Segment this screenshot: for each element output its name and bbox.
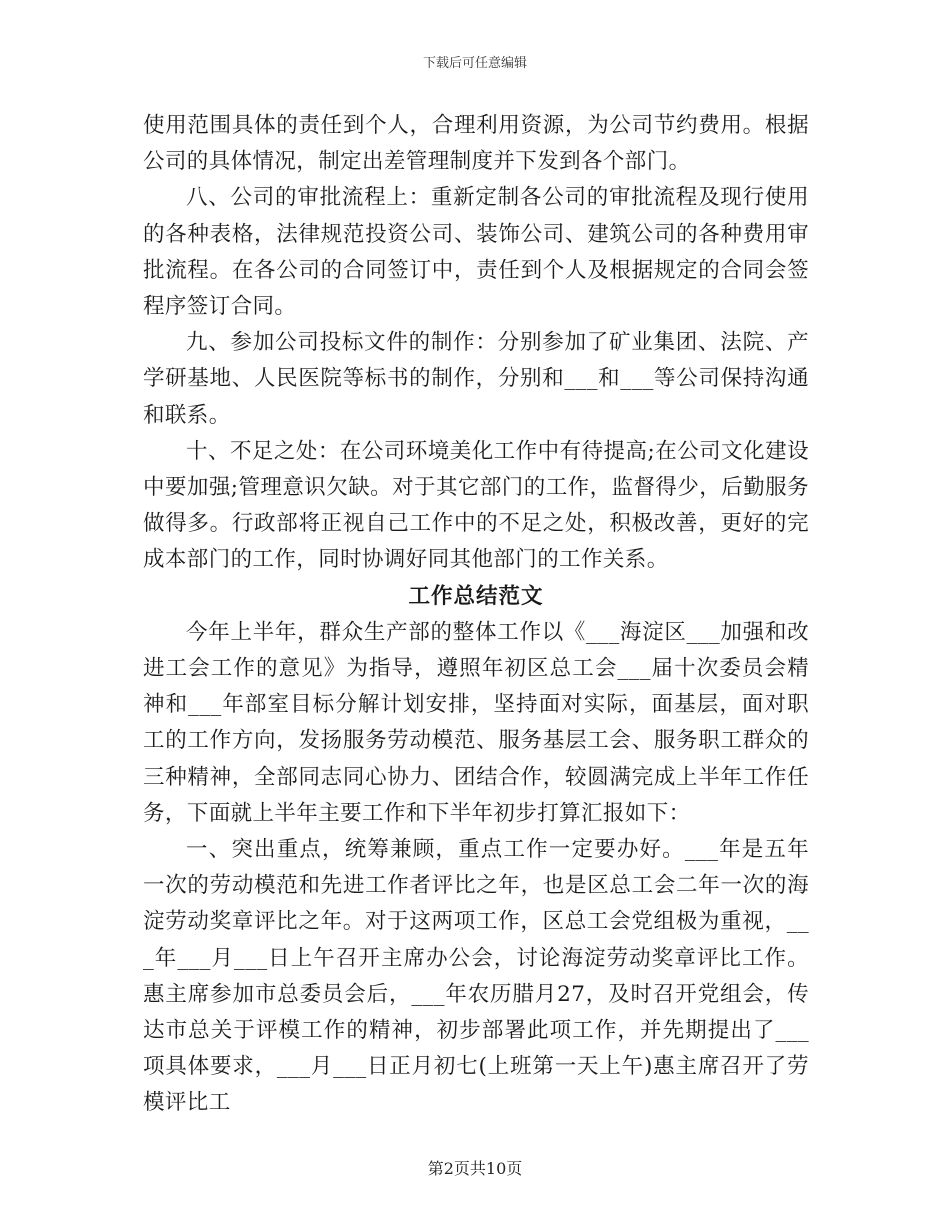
paragraph-item-9: 九、参加公司投标文件的制作：分别参加了矿业集团、法院、产学研基地、人民医院等标书的制作，分别和___和___等公司保持沟通和联系。: [143, 330, 809, 428]
paragraph-item-8: 八、公司的审批流程上：重新定制各公司的审批流程及现行使用的各种表格，法律规范投资公司、装饰公司、建筑公司的各种费用审批流程。在各公司的合同签订中，责任到个人及根据规定的合同会签程序签订合同。: [143, 185, 809, 320]
paragraph-continuation: 使用范围具体的责任到个人，合理利用资源，为公司节约费用。根据公司的具体情况，制定出差管理制度并下发到各个部门。: [143, 113, 809, 175]
page-footer: 第2页共10页: [427, 1159, 523, 1178]
paragraph-item-10: 十、不足之处：在公司环境美化工作中有待提高;在公司文化建设中要加强;管理意识欠缺。对于其它部门的工作，监督得少，后勤服务做得多。行政部将正视自己工作中的不足之处，积极改善，更好的完成本部门的工作，同时协调好同其他部门的工作关系。: [143, 438, 809, 573]
page-header-note: 下载后可任意编辑: [422, 56, 527, 71]
document-body: [143, 108, 809, 1122]
section-title: 工作总结范文: [408, 583, 544, 609]
paragraph-point-1: 一、突出重点，统筹兼顾，重点工作一定要办好。___年是五年一次的劳动模范和先进工作者评比之年，也是区总工会二年一次的海淀劳动奖章评比之年。对于这两项工作，区总工会党组极为重视，___年___月___日上午召开主席办公会，讨论海淀劳动奖章评比工作。惠主席参加市总委员会后，___年农历腊月27，及时召开党组会，传达市总关于评模工作的精神，初步部署此项工作，并先期提出了___项具体要求，___月___日正月初七(上班第一天上午)惠主席召开了劳模评比工: [143, 837, 809, 1116]
paragraph-intro: 今年上半年，群众生产部的整体工作以《___海淀区___加强和改进工会工作的意见》为指导，遵照年初区总工会___届十次委员会精神和___年部室目标分解计划安排，坚持面对实际，面基层，面对职工的工作方向，发扬服务劳动模范、服务基层工会、服务职工群众的三种精神，全部同志同心协力、团结合作，较圆满完成上半年工作任务，下面就上半年主要工作和下半年初步打算汇报如下：: [143, 619, 809, 826]
